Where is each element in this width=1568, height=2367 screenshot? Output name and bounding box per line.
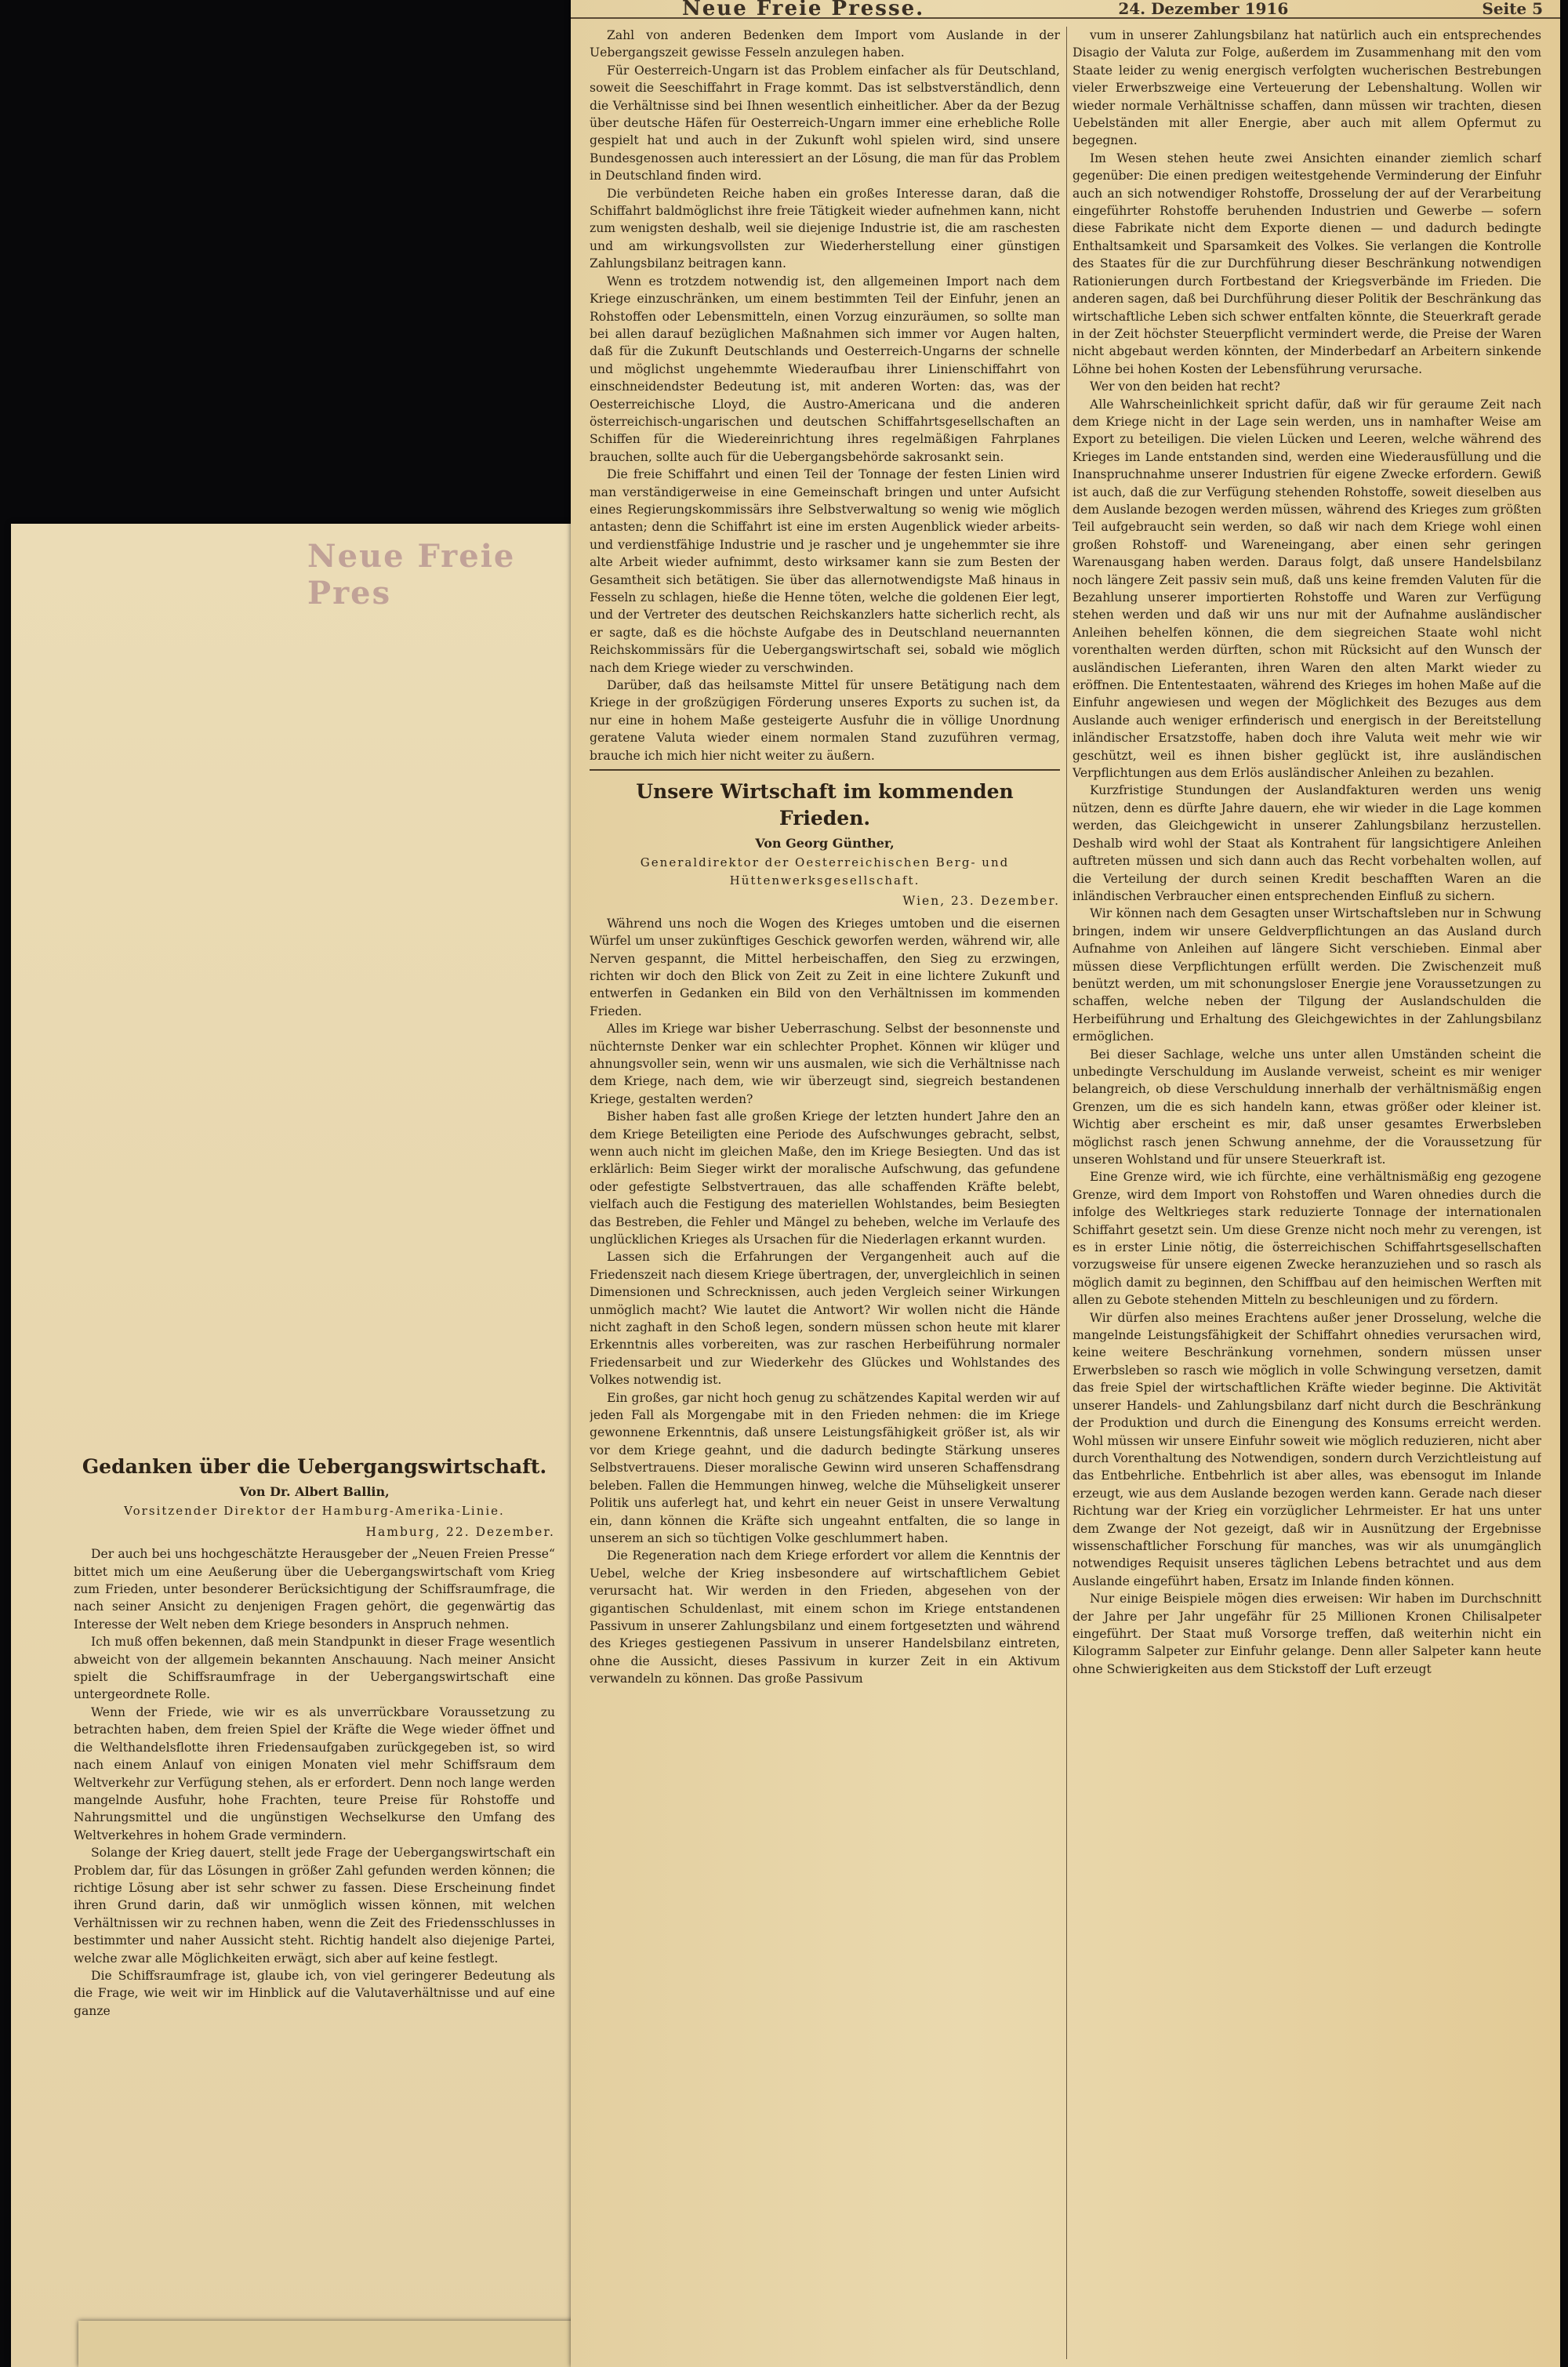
article-paragraph: Die Regeneration nach dem Kriege erfordert vor allem die Kenntnis der Uebel, welche der Krieg insbesondere auf wirtschaftlichem Gebiet verursacht hat. Wir werden in den Frieden, abgesehen von der gigantischen Schuldenlast, mit einem schon im Kriege entstandenen Passivum in unserer Zahlungsbilanz und einem fortgesetzten und während des Krieges gestiegenen Passivum in unserer Handelsbilanz eintreten, ohne die Aussicht, dieses Passivum in kurzer Zeit in ein Aktivum verwandeln zu können. Das große Passivum [590,1548,1060,1686]
column-paragraph: Wer von den beiden hat recht? [1090,379,1280,394]
left-article-title: Gedanken über die Uebergangswirtschaft. [82,1455,547,1478]
masthead-date: 24. Dezember 1916 [1118,0,1289,18]
left-paragraph: Die Schiffsraumfrage ist, glaube ich, von viel geringerer Bedeutung als die Frage, wie weit wir im Hinblick auf die Valutaverhältnisse und auf eine ganze [74,1968,555,2018]
newspaper-clipping-left [11,524,577,2367]
column-paragraph: Zahl von anderen Bedenken dem Import vom Auslande in der Uebergangszeit gewisse Fesseln anzulegen haben. [590,28,1060,60]
column-paragraph: Eine Grenze wird, wie ich fürchte, eine verhältnismäßig eng gezogene Grenze, wird dem Import von Rohstoffen und Waren ohnedies durch die infolge des Weltkrieges stark reduzierte Tonnage der internationalen Schiffahrt gesetzt sein. Um diese Grenze nicht noch mehr zu verengen, ist es in erster Linie nötig, die österreichischen Schiffahrtsgesellschaften vorzugsweise für unsere eigenen Zwecke heranzuziehen und so rasch als möglich damit zu beginnen, den Schiffbau auf den heimischen Werften mit allen zu Gebote stehenden Mitteln zu beschleunigen und zu fördern. [1073,1170,1541,1308]
left-paragraph: Wenn der Friede, wie wir es als unverrückbare Voraussetzung zu betrachten haben, dem freien Spiel der Kräfte die Wege wieder öffnet und die Welthandelsflotte ihren Friedensaufgaben zurückgegeben ist, so wird nach einem Anlauf von einigen Monaten viel mehr Schiffsraum dem Weltverkehr zur Verfügung stehen, als er erfordert. Denn noch lange werden mangelnde Ausfuhr, hohe Frachten, teure Preise für Rohstoffe und Nahrungsmittel und die ungünstigen Wechselkurse den Umfang des Weltverkehres in hohem Grade vermindern. [74,1704,555,1842]
left-article-role: Vorsitzender Direktor der Hamburg-Amerika-Linie. [124,1504,505,1519]
article-divider [590,769,1060,771]
column-paragraph: Wir können nach dem Gesagten unser Wirtschaftsleben nur in Schwung bringen, indem wir unsere Geldverpflichtungen an das Ausland durch Aufnahme von Anleihen auf längere Sicht verschieben. Einmal aber müssen diese Verpflichtungen erfüllt werden. Die Zwischenzeit muß benützt werden, um mit schonungsloser Energie jene Voraussetzungen zu schaffen, welche neben der Tilgung der Auslandschulden die Herbeiführung und Erhaltung des Gleichgewichtes in der Zahlungsbilanz ermöglichen. [1073,906,1541,1044]
paper-strip [78,2321,580,2367]
column-rule [1066,27,1067,2359]
column-paragraph: Bei dieser Sachlage, welche uns unter allen Umständen scheint die unbedingte Verschuldung im Auslande verweist, scheint es mir weniger belangreich, ob diese Verschuldung innerhalb der verhältnismäßig engen Grenzen, um die es sich handeln kann, etwas größer oder kleiner ist. Wichtig aber erscheint es mir, daß unser gesamtes Erwerbsleben möglichst rasch jenen Schwung annehme, der die Voraussetzung für unseren Wohlstand und für unsere Steuerkraft ist. [1073,1047,1541,1167]
column-paragraph: Nur einige Beispiele mögen dies erweisen: Wir haben im Durchschnitt der Jahre per Jahr ungefähr für 25 Millionen Kronen Chilisalpeter eingeführt. Der Staat muß Vorsorge treffen, daß weiterhin nicht ein Kilogramm Salpeter zur Einfuhr gelange. Denn aller Salpeter kann heute ohne Schwierigkeiten aus dem Stickstoff der Luft erzeugt [1073,1592,1541,1676]
column-paragraph: Wir dürfen also meines Erachtens außer jener Drosselung, welche die mangelnde Leistungsfähigkeit der Schiffahrt ohnedies verursachen wird, keine weitere Beschränkung vornehmen, sondern müssen unser Erwerbsleben so rasch wie möglich in volle Schwingung versetzen, damit das freie Spiel der wirtschaftlichen Kräfte wieder beginne. Die Aktivität unserer Handels- und Zahlungsbilanz darf nicht durch die Beschränkung der Produktion und durch die Einengung des Konsums erreicht werden. Wohl müssen wir unsere Einfuhr soweit wie möglich reduzieren, nicht aber durch Vorenthaltung des Notwendigen, sondern durch Verzichtleistung auf das Entbehrliche. Entbehrlich ist aber alles, was ebensogut im Inlande erzeugt, wie aus dem Auslande bezogen werden kann. Gerade nach dieser Richtung war der Krieg ein vorzüglicher Lehrmeister. Er hat uns unter dem Zwange der Not gezeigt, daß wir in Ausnützung der Ergebnisse wissenschaftlicher Forschung für manches, was wir als unumgänglich notwendiges Requisit unseres täglichen Lebens betrachtet und aus dem Auslande eingeführt haben, Ersatz im Inlande finden können. [1073,1310,1541,1588]
column-paragraph: Die verbündeten Reiche haben ein großes Interesse daran, daß die Schiffahrt baldmöglichst ihre freie Tätigkeit wieder aufnehmen kann, nicht zum wenigsten deshalb, weil sie diejenige Industrie ist, die am raschesten und am wirkungsvollsten zur Wiederherstellung einer günstigen Zahlungsbilanz beitragen kann. [590,186,1060,271]
column-paragraph: Kurzfristige Stundungen der Auslandfakturen werden uns wenig nützen, denn es dürfte Jahre dauern, ehe wir wieder in die Lage kommen werden, das Gleichgewicht in unserer Zahlungsbilanz herzustellen. Deshalb wird wohl der Staat als Kontrahent für langsichtigere Anleihen auftreten müssen und sich dann auch das Recht vorbehalten wollen, auf die Verteilung der durch seinen Kredit beschafften Waren an die inländischen Verbraucher einen entsprechenden Einfluß zu sichern. [1073,783,1541,903]
left-paragraph: Ich muß offen bekennen, daß mein Standpunkt in dieser Frage wesentlich abweicht von der allgemein bekannten Anschauung. Nach meiner Ansicht spielt die Schiffsraumfrage in der Uebergangswirtschaft eine untergeordnete Rolle. [74,1635,555,1702]
column-left [590,27,1060,2359]
article-dateline: Wien, 23. Dezember. [902,894,1060,909]
left-paragraph: Solange der Krieg dauert, stellt jede Frage der Uebergangswirtschaft ein Problem dar, für das Lösungen in größer Zahl gefunden werden können; die richtige Lösung aber ist sehr schwer zu fassen. Diese Erscheinung findet ihren Grund darin, daß wir unmöglich wissen können, mit welchen Verhältnissen wir zu rechnen haben, wenn die Zeit des Friedensschlusses in bestimmter und naher Aussicht steht. Richtig handelt also diejenige Partei, welche zwar alle Möglichkeiten erwägt, sich aber auf keine festlegt. [74,1846,555,1966]
column-right [1073,27,1541,2359]
column-paragraph: Wenn es trotzdem notwendig ist, den allgemeinen Import nach dem Kriege einzuschränken, um einem bestimmten Teil der Einfuhr, jenen an Rohstoffen oder Lebensmitteln, einen Vorzug einzuräumen, so sollte man bei allen darauf bezüglichen Maßnahmen sich immer vor Augen halten, daß für die Zukunft Deutschlands und Oesterreich-Ungarns der schnelle und möglichst ungehemmte Wiederaufbau ihrer Linienschiffahrt von einschneidendster Bedeutung ist, mit anderen Worten: das, was der Oesterreichische Lloyd, die Austro-Americana und die anderen österreichisch-ungarischen und deutschen Schiffahrtsgesellschaften an Schiffen für die Wiedereinrichtung ihres regelmäßigen Fahrplanes brauchen, sollte auch für die Uebergangsbehörde sakrosankt sein. [590,274,1060,464]
masthead-page: Seite 5 [1482,0,1543,18]
column-paragraph: Darüber, daß das heilsamste Mittel für unsere Betätigung nach dem Kriege in der großzügigen Förderung unseres Exports zu suchen ist, da nur eine in hohem Maße gesteigerte Ausfuhr die in völlige Unordnung geratene Valuta wieder einem normalen Stand zuzuführen vermag, brauche ich mich hier nicht weiter zu äußern. [590,678,1060,763]
article-title: Unsere Wirtschaft im kommenden Frieden. [636,780,1014,830]
left-article [74,1447,555,2361]
column-paragraph: Alle Wahrscheinlichkeit spricht dafür, daß wir für geraume Zeit nach dem Kriege nicht in der Lage sein werden, uns in namhafter Weise am Export zu beteiligen. Die vielen Lücken und Leeren, welche während des Krieges im Lande entstanden sind, werden eine Wiederausfüllung und die Inanspruchnahme unserer Industrien für eigene Zwecke erfordern. Gewiß ist auch, daß die zur Verfügung stehenden Rohstoffe, soweit dieselben aus dem Auslande bezogen werden müssen, während des Krieges zum größten Teil aufgebraucht sein werden, so daß wir nach dem Kriege wohl einen großen Rohstoff- und Wareneingang, aber einen sehr geringen Warenausgang haben werden. Daraus folgt, daß unsere Handelsbilanz noch längere Zeit passiv sein muß, daß uns keine fremden Valuten für die Bezahlung unserer importierten Rohstoffe und Waren zur Verfügung stehen werden und daß wir uns nur mit der Aufnahme ausländischer Anleihen behelfen können, die dem siegreichen Staate wohl nicht vorenthalten werden dürften, schon mit Rücksicht auf den Wunsch der ausländischen Lieferanten, ihren Waren den alten Markt wieder zu eröffnen. Die Ententestaaten, während des Krieges im hohen Maße auf die Einfuhr angewiesen und wegen der Möglichkeit des Bezuges aus dem Auslande auch weniger erfinderisch und energisch in der Bereitstellung inländischer Ersatzstoffe, haben doch ihre Valuta weit mehr wie wir geschützt, weil es ihnen bisher geglückt ist, ihre ausländischen Verpflichtungen aus dem Erlös ausländischer Anleihen zu bezahlen. [1073,397,1541,781]
masthead-paper-name: Neue Freie Presse. [682,0,925,20]
newspaper-clipping-main [571,0,1560,2367]
column-paragraph: Die freie Schiffahrt und einen Teil der Tonnage der festen Linien wird man verständigerweise in eine Gemeinschaft bringen und unter Aufsicht eines Regierungskommissärs ihre Selbstverwaltung so wenig wie möglich antasten; denn die Schiffahrt ist eine im ersten Augenblick wieder arbeits- und verdienstfähige Industrie und je rascher und je ungehemmter sie ihre alte Arbeit wieder aufnimmt, desto wirksamer kann sie zum Besten der Gesamtheit sich betätigen. Sie über das allernotwendigste Maß hinaus in Fesseln zu schlagen, hieße die Henne töten, welche die goldenen Eier legt, und der Vertreter des deutschen Reichskanzlers hatte sicherlich recht, als er sagte, daß es die höchste Aufgabe des in Deutschland neuernannten Reichskommissärs für die Uebergangswirtschaft sei, sobald wie möglich nach dem Kriege wieder zu verschwinden. [590,467,1060,675]
masthead [571,0,1560,19]
column-paragraph: Für Oesterreich-Ungarn ist das Problem einfacher als für Deutschland, soweit die Seeschiffahrt in Frage kommt. Das ist selbstverständlich, denn die Verhältnisse sind bei Ihnen wesentlich einheitlicher. Aber da der Bezug über deutsche Häfen für Oesterreich-Ungarn immer eine erhebliche Rolle gespielt hat und auch in der Zukunft wohl spielen wird, sind unsere Bundesgenossen auch interessiert an der Lösung, die man für das Problem in Deutschland finden wird. [590,63,1060,183]
article-author-role: Generaldirektor der Oesterreichischen Berg- und Hüttenwerksgesellschaft. [640,855,1010,888]
left-paragraph: Der auch bei uns hochgeschätzte Herausgeber der „Neuen Freien Presse“ bittet mich um eine Aeußerung über die Uebergangswirtschaft vom Krieg zum Frieden, unter besonderer Berücksichtigung der Schiffsraumfrage, die nach seiner Ansicht zu denjenigen Fragen gehört, die gegenwärtig das Interesse der Welt neben dem Kriege besonders in Anspruch nehmen. [74,1547,555,1632]
article-paragraph: Lassen sich die Erfahrungen der Vergangenheit auch auf die Friedenszeit nach diesem Kriege übertragen, der, unvergleichlich in seinen Dimensionen und Schrecknissen, auch jeden Vergleich seiner Wirkungen unmöglich macht? Wie lautet die Antwort? Wir wollen nicht die Hände nicht zaghaft in den Schoß legen, sondern müssen schon heute mit klarer Erkenntnis alles vorbereiten, was zur raschen Herbeiführung normaler Friedensarbeit und zur Wiederkehr des Glückes und Wohlstandes des Volkes notwendig ist. [590,1250,1060,1388]
left-article-dateline: Hamburg, 22. Dezember. [365,1524,555,1539]
article-paragraph: Während uns noch die Wogen des Krieges umtoben und die eisernen Würfel um unser zukünftiges Geschick geworfen werden, während wir, alle Nerven gespannt, die Mittel herbeischaffen, den Sieg zu erzwingen, richten wir doch den Blick von Zeit zu Zeit in eine lichtere Zukunft und entwerfen in Gedanken ein Bild von den Verhältnissen im kommenden Frieden. [590,916,1060,1018]
column-paragraph: Im Wesen stehen heute zwei Ansichten einander ziemlich scharf gegenüber: Die einen predigen weitestgehende Verminderung der Einfuhr auch an sich notwendiger Rohstoffe, Drosselung der auf der Verarbeitung eingeführter Rohstoffe beruhenden Industrien und Gewerbe — sofern diese Fabrikate nicht dem Exporte dienen — und dadurch bedingte Enthaltsamkeit und Sparsamkeit des Volkes. Sie verlangen die Kontrolle des Staates für die zur Durchführung dieser Beschränkung notwendigen Rationierungen durch Fortbestand der Kriegsverbände im Frieden. Die anderen sagen, daß bei Durchführung dieser Politik der Beschränkung das wirtschaftliche Leben sich schwer entfalten könnte, die Steuerkraft gerade in der Zeit höchster Steuerpflicht vermindert werde, die Preise der Waren nicht abgebaut werden könnten, der Minderbedarf an Arbeitern sinkende Löhne bei hohen Kosten der Lebensführung verursache. [1073,151,1541,376]
left-article-author: Von Dr. Albert Ballin, [239,1484,390,1499]
article-author: Von Georg Günther, [755,836,895,851]
article-paragraph: Ein großes, gar nicht hoch genug zu schätzendes Kapital werden wir auf jeden Fall als Morgengabe mit in den Frieden nehmen: die im Kriege gewonnene Erkenntnis, daß unsere Leistungsfähigkeit größer ist, als wir vor dem Kriege geahnt, und die dadurch bedingte Stärkung unseres Selbstvertrauens. Dieser moralische Gewinn wird unseren Schaffensdrang beleben. Fallen die Hemmungen hinweg, welche die Mühseligkeit unserer Politik uns auferlegt hat, und kehrt ein neuer Geist in unsere Verwaltung ein, dann können die Kräfte sich ungeahnt entfalten, die so lange in unserem an sich so tüchtigen Volke geschlummert haben. [590,1390,1060,1545]
article-paragraph: Bisher haben fast alle großen Kriege der letzten hundert Jahre den an dem Kriege Beteiligten eine Periode des Aufschwunges gebracht, selbst, wenn auch nicht im gleichen Maße, den im Kriege Besiegten. Und das ist erklärlich: Beim Sieger wirkt der moralische Aufschwung, das gefundene oder gefestigte Selbstvertrauen, das alle schaffenden Kräfte belebt, vielfach auch die Festigung des materiellen Wohlstandes, beim Besiegten das Bestreben, die Fehler und Mängel zu beheben, welche im Verlaufe des unglücklichen Krieges als Ursachen für die Niederlagen erkannt wurden. [590,1109,1060,1247]
archive-stamp: Neue Freie Pres [307,538,516,612]
article-paragraph: Alles im Kriege war bisher Ueberraschung. Selbst der besonnenste und nüchternste Denker war ein schlechter Prophet. Können wir klüger und ahnungsvoller sein, wenn wir uns ausmalen, wie sich die Verhältnisse nach dem Kriege, nach dem, wie wir überzeugt sind, siegreich bestandenen Kriege, gestalten werden? [590,1022,1060,1106]
column-paragraph: vum in unserer Zahlungsbilanz hat natürlich auch ein entsprechendes Disagio der Valuta zur Folge, außerdem im Zusammenhang mit den vom Staate leider zu wenig energisch verfolgten wucherischen Bestrebungen vieler Erwerbszweige eine Verteuerung der Lebenshaltung. Wollen wir wieder normale Verhältnisse schaffen, dann müssen wir trachten, diesen Uebelständen mit aller Energie, aber auch mit allem Opfermut zu begegnen. [1073,28,1541,148]
